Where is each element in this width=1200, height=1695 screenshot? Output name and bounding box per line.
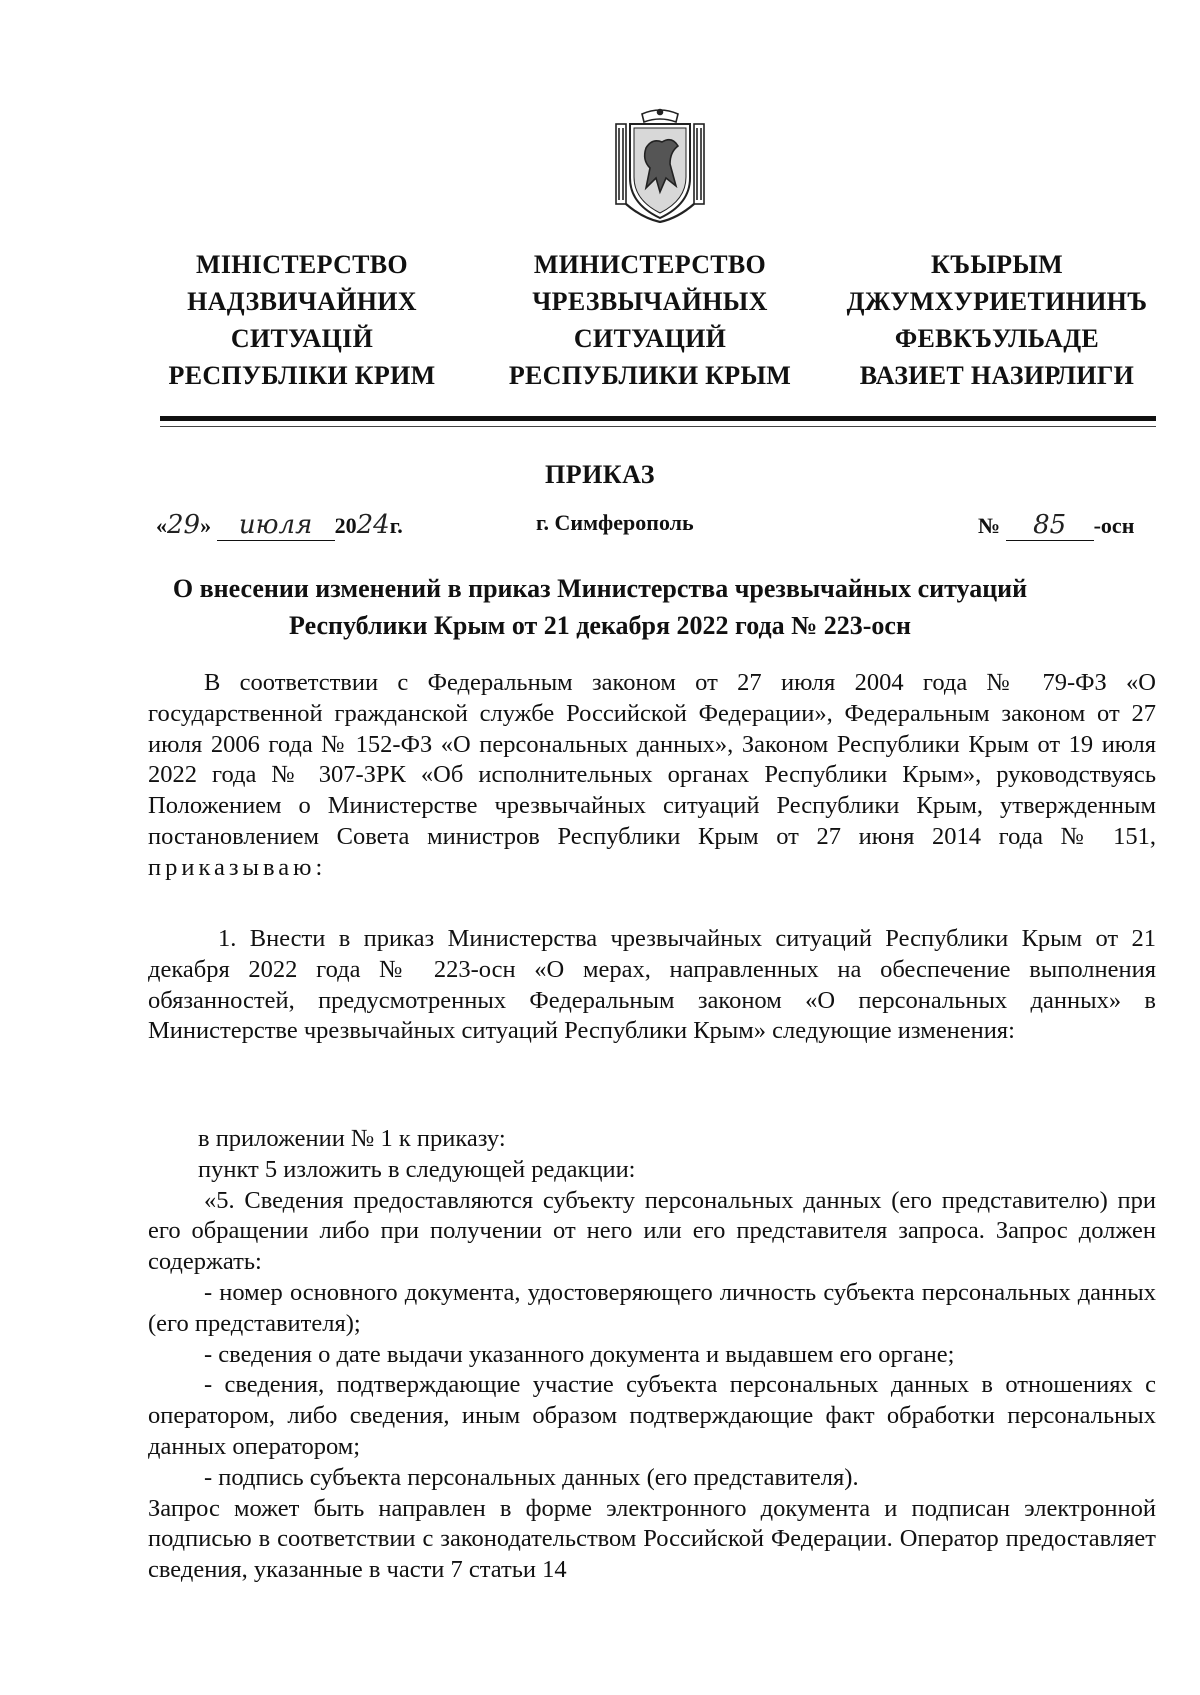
appendix-line: в приложении № 1 к приказу: — [198, 1125, 506, 1152]
number-label: № — [978, 513, 1001, 538]
header-ua-line: НАДЗВИЧАЙНИХ — [187, 287, 417, 316]
header-ru-line: ЧРЕЗВЫЧАЙНЫХ — [532, 287, 768, 316]
header-ct-line: ВАЗИЕТ НАЗИРЛИГИ — [859, 361, 1135, 390]
preamble-text: В соответствии с Федеральным законом от 27 июля 2004 года № 79-ФЗ «О государственной гражданской службе Российской Федерации», Федеральным законом от 27 июля 2006 года № 152-ФЗ «О персональных данных», Законом Республики Крым от 19 июля 2022 года № 307-ЗРК «Об исполнительных органах Республики Крым», руководствуясь Положением о Министерстве чрезвычайных ситуаций Республики Крым, утвержденным постановлением Совета министров Республики Крым от 27 июня 2014 года № 151, — [148, 669, 1156, 850]
header-divider-thick — [160, 416, 1156, 421]
order-word: приказываю: — [148, 853, 327, 881]
number-handwritten: 85 — [1006, 510, 1094, 541]
closing-paragraph: Запрос может быть направлен в форме электронного документа и подписан электронной подписью в соответствии с законодательством Российской Федерации. Оператор предоставляет сведения, указанные в части 7 статьи 14 — [148, 1494, 1156, 1584]
point-5-intro: «5. Сведения предоставляются субъекту персональных данных (его представителю) при его обращении либо при получении от него или его представителя запроса. Запрос должен содержать: — [148, 1186, 1156, 1276]
document-number — [978, 510, 1134, 541]
date-month-handwritten: июля — [217, 510, 335, 541]
date-year-label: г. — [389, 513, 403, 538]
date-quote-close: » — [200, 513, 212, 538]
date-year-handwritten: 24 — [356, 510, 390, 540]
header-ct-line: КЪЫРЫМ — [930, 250, 1064, 279]
header-ua-line: МІНІСТЕРСТВО — [196, 250, 408, 279]
header-ct-line: ДЖУМХУРИЕТИНИНЪ — [846, 287, 1148, 316]
header-ru-line: МИНИСТЕРСТВО — [533, 250, 767, 279]
date-quote-open: « — [156, 513, 167, 538]
number-suffix: -осн — [1093, 513, 1135, 538]
amendment-block — [148, 1124, 1156, 1586]
document-subject — [0, 570, 1200, 644]
subject-line: О внесении изменений в приказ Министерства чрезвычайных ситуаций — [172, 574, 1028, 603]
coat-of-arms-emblem — [612, 108, 708, 223]
preamble-block — [148, 668, 1156, 884]
subject-line: Республики Крым от 21 декабря 2022 года № 223-осн — [289, 611, 911, 640]
point-line: пункт 5 изложить в следующей редакции: — [198, 1155, 636, 1183]
requirement-item: - номер основного документа, удостоверяющего личность субъекта персональных данных (его представителя); — [148, 1278, 1156, 1337]
preamble-paragraph — [148, 668, 1156, 884]
header-ru-line: РЕСПУБЛИКИ КРЫМ — [508, 361, 792, 390]
document-type-title: ПРИКАЗ — [544, 460, 656, 489]
header-ministry-crimean-tatar — [826, 246, 1168, 394]
item-1-block — [148, 924, 1156, 1047]
requirement-item: - подпись субъекта персональных данных (его представителя). — [204, 1463, 859, 1491]
header-ua-line: РЕСПУБЛІКИ КРИМ — [168, 361, 436, 390]
document-date — [156, 510, 403, 541]
requirement-item: - сведения о дате выдачи указанного документа и выдавшем его органе; — [204, 1340, 955, 1368]
item-1-paragraph: 1. Внести в приказ Министерства чрезвычайных ситуаций Республики Крым от 21 декабря 2022 года № 223-осн «О мерах, направленных на обеспечение выполнения обязанностей, предусмотренных Федеральным законом «О персональных данных» в Министерстве чрезвычайных ситуаций Республики Крым» следующие изменения: — [148, 925, 1156, 1045]
header-ct-line: ФЕВКЪУЛЬАДЕ — [894, 324, 1100, 353]
header-ministry-ua — [150, 246, 454, 394]
document-city: г. Симферополь — [536, 510, 694, 535]
header-divider-thin — [160, 426, 1156, 427]
requirement-item: - сведения, подтверждающие участие субъекта персональных данных в отношениях с оператором, либо сведения, иным образом подтверждающие факт обработки персональных данных оператором; — [148, 1371, 1156, 1460]
header-ministry-ru — [490, 246, 810, 394]
date-year-prefix: 20 — [334, 513, 357, 538]
date-day-handwritten: 29 — [167, 510, 201, 540]
header-ru-line: СИТУАЦИЙ — [573, 324, 727, 353]
header-ua-line: СИТУАЦІЙ — [230, 324, 374, 353]
